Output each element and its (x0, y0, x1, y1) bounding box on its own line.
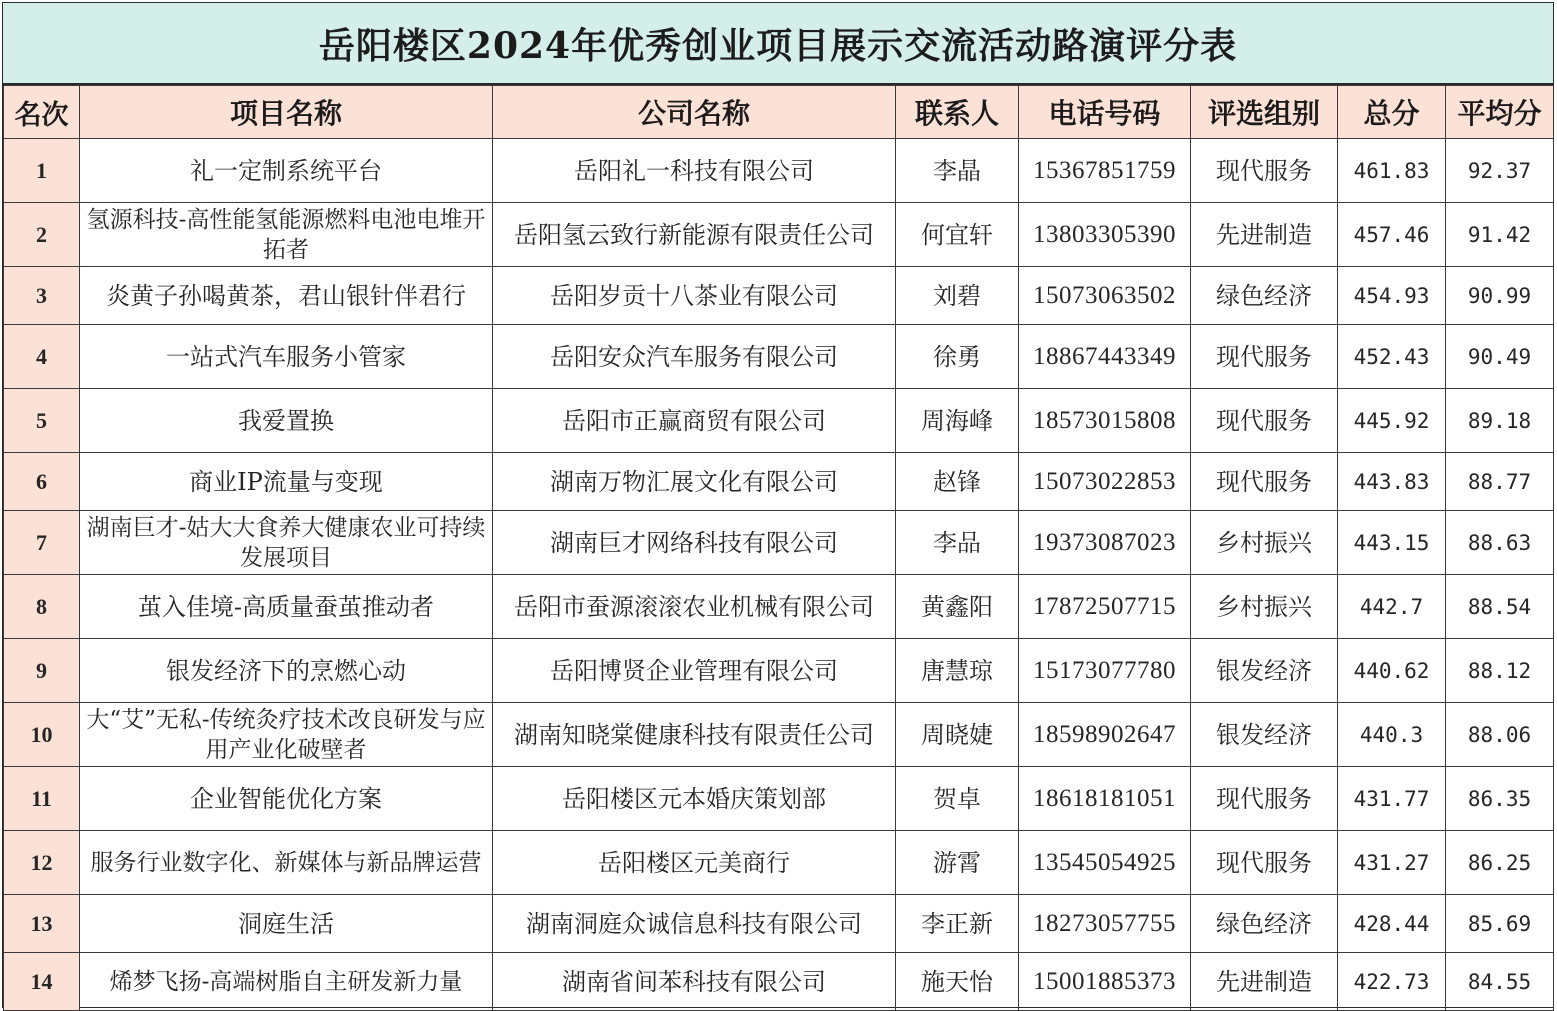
table-row (4, 267, 1554, 325)
company-name-cell: 湖南万物汇展文化有限公司 (493, 453, 896, 511)
table-row (4, 639, 1554, 703)
phone-cell: 18273057755 (1019, 895, 1191, 953)
company-name-cell: 岳阳市蚕源滚滚农业机械有限公司 (493, 575, 896, 639)
project-name-cell: 炎黄子孙喝黄茶，君山银针伴君行 (80, 267, 493, 325)
rank-cell: 12 (4, 831, 80, 895)
table-row (4, 575, 1554, 639)
project-name-cell: 服务行业数字化、新媒体与新品牌运营 (80, 831, 493, 895)
total-score-cell: 452.43 (1338, 325, 1446, 389)
company-name-cell: 岳阳礼一科技有限公司 (493, 139, 896, 203)
company-name-cell: 湖南巨才网络科技有限公司 (493, 511, 896, 575)
rank-cell: 1 (4, 139, 80, 203)
company-name-cell: 湖南知晓棠健康科技有限责任公司 (493, 703, 896, 767)
header-project: 项目名称 (80, 86, 493, 139)
contact-cell: 黄鑫阳 (896, 575, 1019, 639)
group-cell: 现代服务 (1191, 389, 1338, 453)
phone-cell: 15173077780 (1019, 639, 1191, 703)
total-score-cell: 431.77 (1338, 767, 1446, 831)
average-score-cell: 92.37 (1446, 139, 1554, 203)
phone-cell: 18573015808 (1019, 389, 1191, 453)
project-name-cell: 我爱置换 (80, 389, 493, 453)
header-phone: 电话号码 (1019, 86, 1191, 139)
contact-cell: 施天怡 (896, 953, 1019, 1011)
total-score-cell: 422.73 (1338, 953, 1446, 1011)
rank-cell: 11 (4, 767, 80, 831)
sheet-title: 岳阳楼区2024年优秀创业项目展示交流活动路演评分表 (3, 3, 1553, 85)
header-rank: 名次 (4, 86, 80, 139)
phone-cell: 18867443349 (1019, 325, 1191, 389)
company-name-cell: 岳阳楼区元美商行 (493, 831, 896, 895)
rank-cell: 9 (4, 639, 80, 703)
phone-cell: 13545054925 (1019, 831, 1191, 895)
group-cell: 先进制造 (1191, 953, 1338, 1011)
project-name-cell: 礼一定制系统平台 (80, 139, 493, 203)
rank-cell: 10 (4, 703, 80, 767)
project-name-cell: 湖南巨才-姑大大食养大健康农业可持续发展项目 (80, 511, 493, 575)
total-score-cell: 443.83 (1338, 453, 1446, 511)
total-score-cell: 443.15 (1338, 511, 1446, 575)
company-name-cell: 岳阳博贤企业管理有限公司 (493, 639, 896, 703)
project-name-cell: 一站式汽车服务小管家 (80, 325, 493, 389)
contact-cell: 李正新 (896, 895, 1019, 953)
score-sheet (2, 2, 1554, 1008)
phone-cell: 15001885373 (1019, 953, 1191, 1011)
phone-cell: 19373087023 (1019, 511, 1191, 575)
rank-cell: 4 (4, 325, 80, 389)
table-row (4, 831, 1554, 895)
total-score-cell: 457.46 (1338, 203, 1446, 267)
group-cell: 银发经济 (1191, 639, 1338, 703)
rank-cell: 8 (4, 575, 80, 639)
phone-cell: 15367851759 (1019, 139, 1191, 203)
total-score-cell: 445.92 (1338, 389, 1446, 453)
phone-cell: 17872507715 (1019, 575, 1191, 639)
phone-cell: 15073063502 (1019, 267, 1191, 325)
rank-cell: 2 (4, 203, 80, 267)
company-name-cell: 岳阳安众汽车服务有限公司 (493, 325, 896, 389)
phone-cell: 18598902647 (1019, 703, 1191, 767)
total-score-cell: 461.83 (1338, 139, 1446, 203)
project-name-cell: 茧入佳境-高质量蚕茧推动者 (80, 575, 493, 639)
header-total: 总分 (1338, 86, 1446, 139)
total-score-cell: 431.27 (1338, 831, 1446, 895)
average-score-cell: 90.99 (1446, 267, 1554, 325)
table-row (4, 953, 1554, 1011)
project-name-cell: 企业智能优化方案 (80, 767, 493, 831)
rank-cell: 13 (4, 895, 80, 953)
table-row (4, 895, 1554, 953)
group-cell: 银发经济 (1191, 703, 1338, 767)
contact-cell: 徐勇 (896, 325, 1019, 389)
average-score-cell: 88.63 (1446, 511, 1554, 575)
group-cell: 绿色经济 (1191, 895, 1338, 953)
company-name-cell: 岳阳楼区元本婚庆策划部 (493, 767, 896, 831)
group-cell: 现代服务 (1191, 453, 1338, 511)
phone-cell: 13803305390 (1019, 203, 1191, 267)
table-row (4, 511, 1554, 575)
header-company: 公司名称 (493, 86, 896, 139)
table-row (4, 139, 1554, 203)
average-score-cell: 85.69 (1446, 895, 1554, 953)
total-score-cell: 442.7 (1338, 575, 1446, 639)
phone-cell: 15073022853 (1019, 453, 1191, 511)
group-cell: 乡村振兴 (1191, 511, 1338, 575)
contact-cell: 周晓婕 (896, 703, 1019, 767)
project-name-cell: 商业IP流量与变现 (80, 453, 493, 511)
header-group: 评选组别 (1191, 86, 1338, 139)
table-row (4, 325, 1554, 389)
average-score-cell: 86.25 (1446, 831, 1554, 895)
average-score-cell: 88.06 (1446, 703, 1554, 767)
header-row (4, 86, 1554, 139)
average-score-cell: 84.55 (1446, 953, 1554, 1011)
group-cell: 绿色经济 (1191, 267, 1338, 325)
project-name-cell: 银发经济下的烹燃心动 (80, 639, 493, 703)
contact-cell: 赵锋 (896, 453, 1019, 511)
table-row (4, 203, 1554, 267)
contact-cell: 李晶 (896, 139, 1019, 203)
average-score-cell: 88.12 (1446, 639, 1554, 703)
company-name-cell: 湖南洞庭众诚信息科技有限公司 (493, 895, 896, 953)
rank-cell: 7 (4, 511, 80, 575)
average-score-cell: 90.49 (1446, 325, 1554, 389)
group-cell: 现代服务 (1191, 831, 1338, 895)
table-row (4, 453, 1554, 511)
phone-cell: 18618181051 (1019, 767, 1191, 831)
header-average: 平均分 (1446, 86, 1554, 139)
project-name-cell: 大“艾”无私-传统灸疗技术改良研发与应用产业化破壁者 (80, 703, 493, 767)
contact-cell: 唐慧琼 (896, 639, 1019, 703)
average-score-cell: 88.54 (1446, 575, 1554, 639)
contact-cell: 游霄 (896, 831, 1019, 895)
company-name-cell: 岳阳岁贡十八茶业有限公司 (493, 267, 896, 325)
header-contact: 联系人 (896, 86, 1019, 139)
group-cell: 乡村振兴 (1191, 575, 1338, 639)
contact-cell: 贺卓 (896, 767, 1019, 831)
total-score-cell: 440.3 (1338, 703, 1446, 767)
company-name-cell: 岳阳市正赢商贸有限公司 (493, 389, 896, 453)
group-cell: 先进制造 (1191, 203, 1338, 267)
contact-cell: 周海峰 (896, 389, 1019, 453)
total-score-cell: 454.93 (1338, 267, 1446, 325)
company-name-cell: 湖南省间苯科技有限公司 (493, 953, 896, 1011)
average-score-cell: 91.42 (1446, 203, 1554, 267)
group-cell: 现代服务 (1191, 139, 1338, 203)
contact-cell: 刘碧 (896, 267, 1019, 325)
average-score-cell: 88.77 (1446, 453, 1554, 511)
average-score-cell: 86.35 (1446, 767, 1554, 831)
company-name-cell: 岳阳氢云致行新能源有限责任公司 (493, 203, 896, 267)
rank-cell: 14 (4, 953, 80, 1011)
group-cell: 现代服务 (1191, 325, 1338, 389)
rank-cell: 3 (4, 267, 80, 325)
table-row (4, 703, 1554, 767)
group-cell: 现代服务 (1191, 767, 1338, 831)
rank-cell: 6 (4, 453, 80, 511)
score-table (3, 85, 1554, 1011)
total-score-cell: 440.62 (1338, 639, 1446, 703)
contact-cell: 何宜轩 (896, 203, 1019, 267)
project-name-cell: 氢源科技-高性能氢能源燃料电池电堆开拓者 (80, 203, 493, 267)
project-name-cell: 洞庭生活 (80, 895, 493, 953)
table-row (4, 767, 1554, 831)
table-row (4, 389, 1554, 453)
total-score-cell: 428.44 (1338, 895, 1446, 953)
project-name-cell: 烯梦飞扬-高端树脂自主研发新力量 (80, 953, 493, 1011)
average-score-cell: 89.18 (1446, 389, 1554, 453)
contact-cell: 李品 (896, 511, 1019, 575)
rank-cell: 5 (4, 389, 80, 453)
